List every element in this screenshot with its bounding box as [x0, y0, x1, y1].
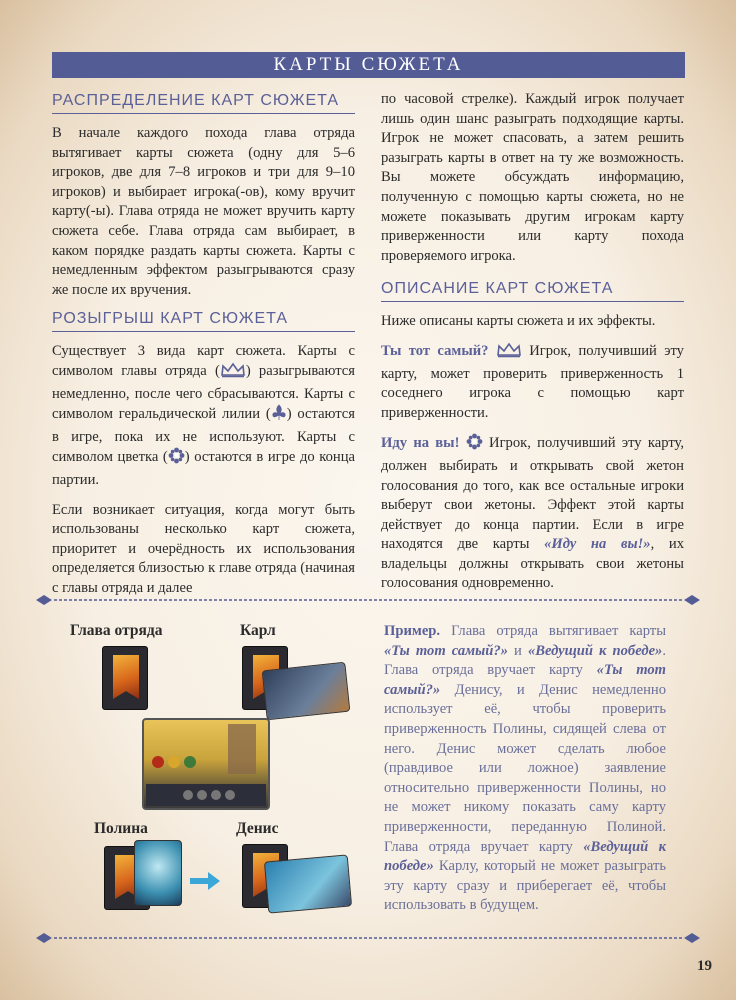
left-column [52, 92, 355, 608]
section-heading-play: РОЗЫГРЫШ КАРТ СЮЖЕТА [52, 310, 355, 332]
plot-card [264, 854, 352, 913]
card-name-emphasis: «Ты тот самый?» [384, 642, 508, 659]
example-text [384, 622, 666, 916]
paragraph-card-you-are-the-one [381, 342, 684, 423]
paragraph-card-types [52, 342, 355, 490]
card-back [102, 646, 148, 710]
loyalty-card [134, 840, 182, 906]
text-part: . Глава отряда вручает карту [384, 642, 667, 679]
player-name-karl: Карл [240, 622, 276, 639]
page-title-banner [52, 52, 685, 78]
text-part: ) остаются в игре, пока их не используют. Карты с символом цветка ( [52, 406, 355, 466]
page-number: 19 [697, 958, 712, 974]
example-box [56, 608, 680, 928]
game-board-illustration [142, 718, 270, 810]
player-name-denis: Денис [236, 820, 279, 837]
card-name-emphasis: «Иду на вы!» [544, 536, 651, 553]
paragraph-card-i-come-at-you [381, 433, 684, 594]
flower-icon [168, 447, 185, 471]
text-part: и [507, 642, 528, 659]
ornamental-divider-top [36, 594, 700, 606]
card-description: Игрок, получивший эту карту, должен выбирать и открывать свой жетон голосования до того, как все остальные игроки выберут свои жетоны. Эффект этой карты действует до конца партии. Если в игре находятся две карты [381, 435, 685, 553]
section-heading-distribution: РАСПРЕДЕЛЕНИЕ КАРТ СЮЖЕТА [52, 92, 355, 114]
text-part: Существует 3 вида карт сюжета. Карты с символом главы отряда ( [52, 343, 355, 379]
text-part: Глава отряда вытягивает карты [440, 623, 666, 639]
arrow-right-icon [188, 870, 222, 892]
example-label: Пример. [384, 623, 441, 639]
player-name-polina: Полина [94, 820, 148, 837]
plot-card [262, 662, 351, 721]
player-name-leader: Глава отряда [70, 622, 163, 639]
card-name-emphasis: «Ведущий к победе» [384, 838, 667, 875]
text-part: ) остаются в игре до конца партии. [52, 449, 355, 488]
card-description: , их владельцы должны открывать свои жетоны голосования одновременно. [381, 536, 685, 592]
card-title-i-come-at-you: Иду на вы! [381, 435, 460, 452]
right-column [381, 90, 684, 604]
flower-icon [466, 433, 483, 457]
card-name-emphasis: «Ведущий к победе» [527, 642, 663, 659]
card-name-emphasis: «Ты тот самый?» [384, 662, 666, 698]
crown-icon [496, 342, 522, 365]
card-description: Игрок, получивший эту карту, может проверить приверженность 1 соседнего игрока с помощью карт приверженности. [381, 342, 684, 421]
card-title-you-are-the-one: Ты тот самый? [381, 342, 489, 359]
text-part: Карлу, который не может разыграть эту карту сразу и приберегает её, чтобы использовать в будущем. [384, 858, 666, 914]
text-part: Денису, и Денис немедленно использует её, чтобы проверить приверженность Полины, сидящей слева от него. Денис может сделать любое (правдивое или ложное) заявление относительно приверженности Полины, но не может никому показать саму карту приверженности, переданную Полиной. Глава отряда вручает карту [384, 681, 666, 855]
fleur-de-lis-icon [271, 404, 287, 428]
text-part: ) разыгрываются немедленно, после чего сбрасываются. Карты с символом геральдической лилии ( [52, 362, 355, 423]
paragraph-distribution: В начале каждого похода глава отряда вытягивает карты сюжета (одну для 5–6 игроков, две для 7–8 игроков и три для 9–10 игроков) и выбирает игрока(-ов), кому вручит карту(-ы). Глава отряда не может вручить карту сюжета себе. Глава отряда сам выбирает, в каком порядке раздать карты сюжета. Карты с немедленным эффектом разыгрываются сразу же после их вручения. [52, 125, 355, 298]
crown-icon [220, 362, 246, 385]
page-title: КАРТЫ СЮЖЕТА [273, 54, 464, 75]
paragraph-description-intro: Ниже описаны карты сюжета и их эффекты. [381, 313, 656, 330]
ornamental-divider-bottom [36, 932, 700, 944]
paragraph-continuation: по часовой стрелке). Каждый игрок получает лишь один шанс разыграть подходящие карты. Игрок не может спасовать, а затем решить разыграть карты в ответ на ту же возможность. Вы можете обсуждать информацию, полученную с помощью карты сюжета, но не можете показывать другим игрокам карту приверженности или карту похода проверяемого игрока. [381, 91, 684, 264]
section-heading-description: ОПИСАНИЕ КАРТ СЮЖЕТА [381, 280, 684, 302]
paragraph-priority: Если возникает ситуация, когда могут быть использованы несколько карт сюжета, приоритет и очерёдность их использования определяется близостью к главе отряда (начиная с главы отряда и далее [52, 501, 355, 596]
